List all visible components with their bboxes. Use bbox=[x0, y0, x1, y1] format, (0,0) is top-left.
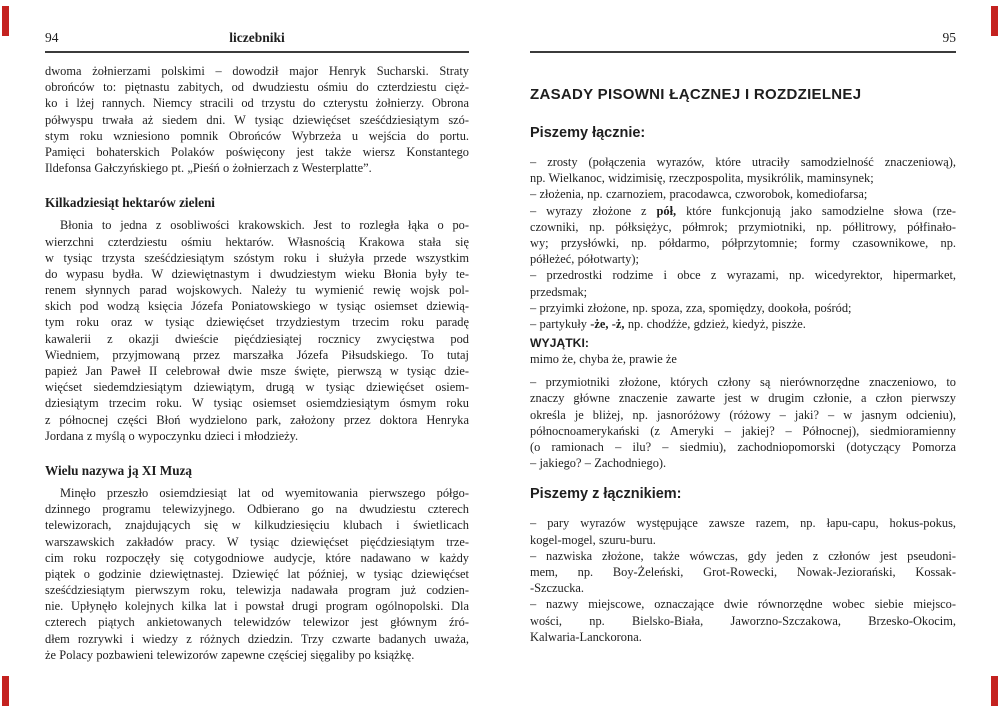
right-page bbox=[530, 30, 956, 645]
page-edge-mark-bottom-right bbox=[991, 676, 998, 706]
text-line: półwyspu trwała aż siedem dni. W tysiąc dziewięćset sześćdziesiątym szó- bbox=[45, 112, 469, 127]
text-line: dziesiątym trzecim roku. W tysiąc osiemset osiemdziesiątym ósmym roku bbox=[45, 396, 469, 411]
right-page-number: 95 bbox=[942, 30, 956, 45]
text-line: Jordana z myślą o wypoczynku dzieci i młodzieży. bbox=[45, 428, 299, 443]
text-line: -Szczucka. bbox=[530, 581, 585, 596]
left-page bbox=[45, 30, 469, 663]
text-line: Minęło przeszło osiemdziesiąt lat od wyemitowania pierwszego półgo- bbox=[60, 485, 469, 500]
text-line: z północnej części Błoń wydzielono park, założony przez doktora Henryka bbox=[45, 412, 469, 427]
left-page-header bbox=[45, 30, 469, 49]
text-segment: np. chodźże, gdzież, kiedyż, piszże. bbox=[624, 316, 806, 331]
list-item-nazwy-miejscowe bbox=[530, 596, 956, 645]
paragraph-westerplatte bbox=[45, 63, 469, 176]
text-line: czterech piątych ankietowanych telewidzów telewizor jest głównym źró- bbox=[45, 615, 469, 630]
list-item-pary-wyrazow bbox=[530, 515, 956, 547]
text-line: północnoamerykański (z Ameryki – jakiej? – Północnej), siedmioramienny bbox=[530, 423, 956, 438]
text-line: kawalerii z okazji dwieście pięćdziesiątej rocznicy zwycięstwa pod bbox=[45, 331, 469, 346]
text-line: – przedrostki rodzime i obce z wyrazami, np. wicedyrektor, hipermarket, bbox=[530, 268, 956, 283]
list-item-pol bbox=[530, 203, 956, 268]
right-page-header bbox=[530, 30, 956, 49]
text-line: dwoma żołnierzami polskimi – dowodził major Henryk Sucharski. Straty bbox=[45, 64, 469, 78]
list-item-zlozenia bbox=[530, 186, 956, 202]
text-line: – przyimki złożone, np. spoza, zza, spomiędzy, dookoła, pośród; bbox=[530, 300, 852, 315]
text-line: skich pod wodzą księcia Józefa Poniatowskiego w tysiąc osiemset dziewią- bbox=[45, 299, 469, 314]
text-line: sześćdziesiątym pierwszym roku, telewizja nadawała program już codzien- bbox=[45, 583, 469, 598]
left-page-number: 94 bbox=[45, 30, 59, 45]
text-line: przedsmak; bbox=[530, 284, 588, 299]
text-line: ko i lżej rannych. Niemcy stracili od trzystu do czterystu żołnierzy. Obrona bbox=[45, 96, 469, 111]
text-line: do wypasu bydła. W dziewiętnastym i dwudziestym wieku Błonia były te- bbox=[45, 266, 469, 281]
section-heading-blonia: Kilkadziesiąt hektarów zieleni bbox=[45, 195, 215, 211]
running-head: liczebniki bbox=[229, 30, 285, 45]
text-line: obrońców to: piętnastu zabitych, od dwudziestu ośmiu do czterdziestu cięż- bbox=[45, 80, 469, 95]
chapter-title: ZASADY PISOWNI ŁĄCZNEJ I ROZDZIELNEJ bbox=[530, 86, 862, 103]
page-edge-mark-top-right bbox=[991, 6, 998, 36]
page-edge-mark-bottom-left bbox=[2, 676, 9, 706]
text-line: nie. Upłynęło kolejnych kilka lat i powstał drugi program ogólnopolski. Dla bbox=[45, 599, 469, 614]
text-line: wy; przysłówki, np. półdarmo, półprzytomnie; formy czasownikowe, np. bbox=[530, 235, 956, 250]
text-line: Ildefonsa Gałczyńskiego pt. „Pieśń o żołnierzach z Westerplatte”. bbox=[45, 161, 372, 176]
subheading-piszemy-z-lacznikiem: Piszemy z łącznikiem: bbox=[530, 486, 682, 503]
text-line: kogel-mogel, szuru-buru. bbox=[530, 532, 656, 547]
text-line: – nazwiska złożone, także wówczas, gdy jeden z członów jest pseudoni- bbox=[530, 548, 956, 563]
text-line: dłem rozrywki i wiedzy z różnych dziedzin. Trzy czwarte badanych uważa, bbox=[45, 631, 469, 646]
subheading-piszemy-lacznie: Piszemy łącznie: bbox=[530, 125, 646, 141]
text-line: Pamięci bohaterskich Polaków poświęcony jest także wiersz Konstantego bbox=[45, 144, 469, 159]
text-line: mem, np. Boy-Żeleński, Grot-Rowecki, Nowak-Jeziorański, Kossak- bbox=[530, 564, 956, 579]
text-line: więćset siedemdziesiątym dziewiątym, drugą w tysiąc dziewięćset osiem- bbox=[45, 380, 469, 395]
paragraph-blonia bbox=[45, 217, 469, 444]
list-item-przymiotniki bbox=[530, 374, 956, 471]
text-line: – zrosty (połączenia wyrazów, które utraciły samodzielność znaczeniową), bbox=[530, 155, 956, 169]
text-segment: – partykuły bbox=[530, 316, 591, 331]
text-line: wości, np. Bielsko-Biała, Jaworzno-Szczakowa, Brzesko-Okocim, bbox=[530, 613, 956, 628]
header-rule-left bbox=[45, 51, 469, 53]
text-line: wierzchni czterdziestu ośmiu hektarów. Własnością Krakowa stała się bbox=[45, 234, 469, 249]
text-line bbox=[530, 203, 956, 219]
text-line: piątek o godzinie dziewiętnastej. Dziewięć lat później, w tysiąc dziewięćset bbox=[45, 566, 469, 581]
text-line: czowniki, np. półksiężyc, półmrok; przymiotniki, np. półlitrowy, półfinało- bbox=[530, 219, 956, 234]
text-line: w tysiąc trzysta sześćdziesiątym szóstym roku i służyła przede wszystkim bbox=[45, 250, 469, 265]
text-line: dzinnego programu telewizyjnego. Odbierano go na dwudziestu czterech bbox=[45, 502, 469, 517]
exceptions-text: mimo że, chyba że, prawie że bbox=[530, 352, 677, 367]
text-line: Kalwaria-Lanckorona. bbox=[530, 629, 642, 644]
list-item-zrosty bbox=[530, 154, 956, 186]
bold-text-segment: pół, bbox=[656, 203, 677, 218]
bold-text-segment: -że, -ż, bbox=[590, 316, 625, 331]
text-line bbox=[530, 316, 956, 332]
text-line: – złożenia, np. czarnoziem, pracodawca, czworobok, komediofarsa; bbox=[530, 187, 868, 202]
text-line: półleżeć, półotwarty); bbox=[530, 252, 639, 267]
text-line: – nazwy miejscowe, oznaczające dwie równorzędne wobec siebie miejsco- bbox=[530, 597, 956, 612]
text-line: tym roku oraz w tysiąc dziewięćset trzydziestym trzecim roku paradę bbox=[45, 315, 469, 330]
list-item-partykuly bbox=[530, 316, 956, 332]
text-line: znaczy główne znaczenie zawarte jest w drugim członie, a człon pierwszy bbox=[530, 391, 956, 406]
exceptions-label: WYJĄTKI: bbox=[530, 336, 589, 351]
page-edge-mark-top-left bbox=[2, 6, 9, 36]
list-item-przedrostki bbox=[530, 267, 956, 299]
text-line: (o ramionach – ilu? – siedmiu), zachodniopomorski (dotyczący Pomorza bbox=[530, 440, 956, 455]
text-line: telewizorach, znajdujących się w kilkudziesięciu klubach i świetlicach bbox=[45, 518, 469, 533]
text-line: Błonia to jedna z osobliwości krakowskich. Jest to rozległa łąka o po- bbox=[60, 218, 469, 233]
text-line: – pary wyrazów występujące zawsze razem, np. łapu-capu, hokus-pokus, bbox=[530, 516, 956, 531]
text-line: – jakiego? – Zachodniego). bbox=[530, 456, 667, 471]
text-line: – przymiotniki złożone, których człony są nierównorzędne znaczeniowo, to bbox=[530, 375, 956, 390]
text-line: cim roku rozpoczęły się cotygodniowe audycje, które nadawano w każdy bbox=[45, 550, 469, 565]
text-line: że Polacy pozbawieni telewizorów zapewne częściej sięgaliby po książkę. bbox=[45, 647, 415, 662]
paragraph-telewizja bbox=[45, 485, 469, 663]
text-line: Wiedniem, przyjmowaną przez marszałka Józefa Piłsudskiego. To tutaj bbox=[45, 347, 469, 362]
header-rule-right bbox=[530, 51, 956, 53]
text-line: np. Wielkanoc, widzimisię, rzeczpospolita, mysikrólik, maminsynek; bbox=[530, 171, 874, 186]
text-line: warszawskich zakładów pracy. W tysiąc dziewięćset pięćdziesiątym trze- bbox=[45, 534, 469, 549]
text-line: stym roku wzniesiono pomnik Obrońców Wybrzeża u wejścia do portu. bbox=[45, 128, 469, 143]
text-segment: – wyrazy złożone z bbox=[530, 203, 657, 218]
text-line: określa je bliżej, np. jasnoróżowy (różowy – jaki? – w jasnym odcieniu), bbox=[530, 407, 956, 422]
list-item-przyimki bbox=[530, 300, 956, 316]
text-segment: które funkcjonują jako samodzielne słowa (rze- bbox=[676, 203, 956, 218]
text-line: papież Jan Paweł II celebrował dwie msze święte, pierwszą w tysiąc dzie- bbox=[45, 364, 469, 378]
section-heading-muza: Wielu nazywa ją XI Muzą bbox=[45, 462, 193, 478]
list-item-nazwiska bbox=[530, 548, 956, 597]
text-line: renem słynnych parad wojskowych. Należy tu wymienić rewię wojsk pol- bbox=[45, 283, 469, 298]
